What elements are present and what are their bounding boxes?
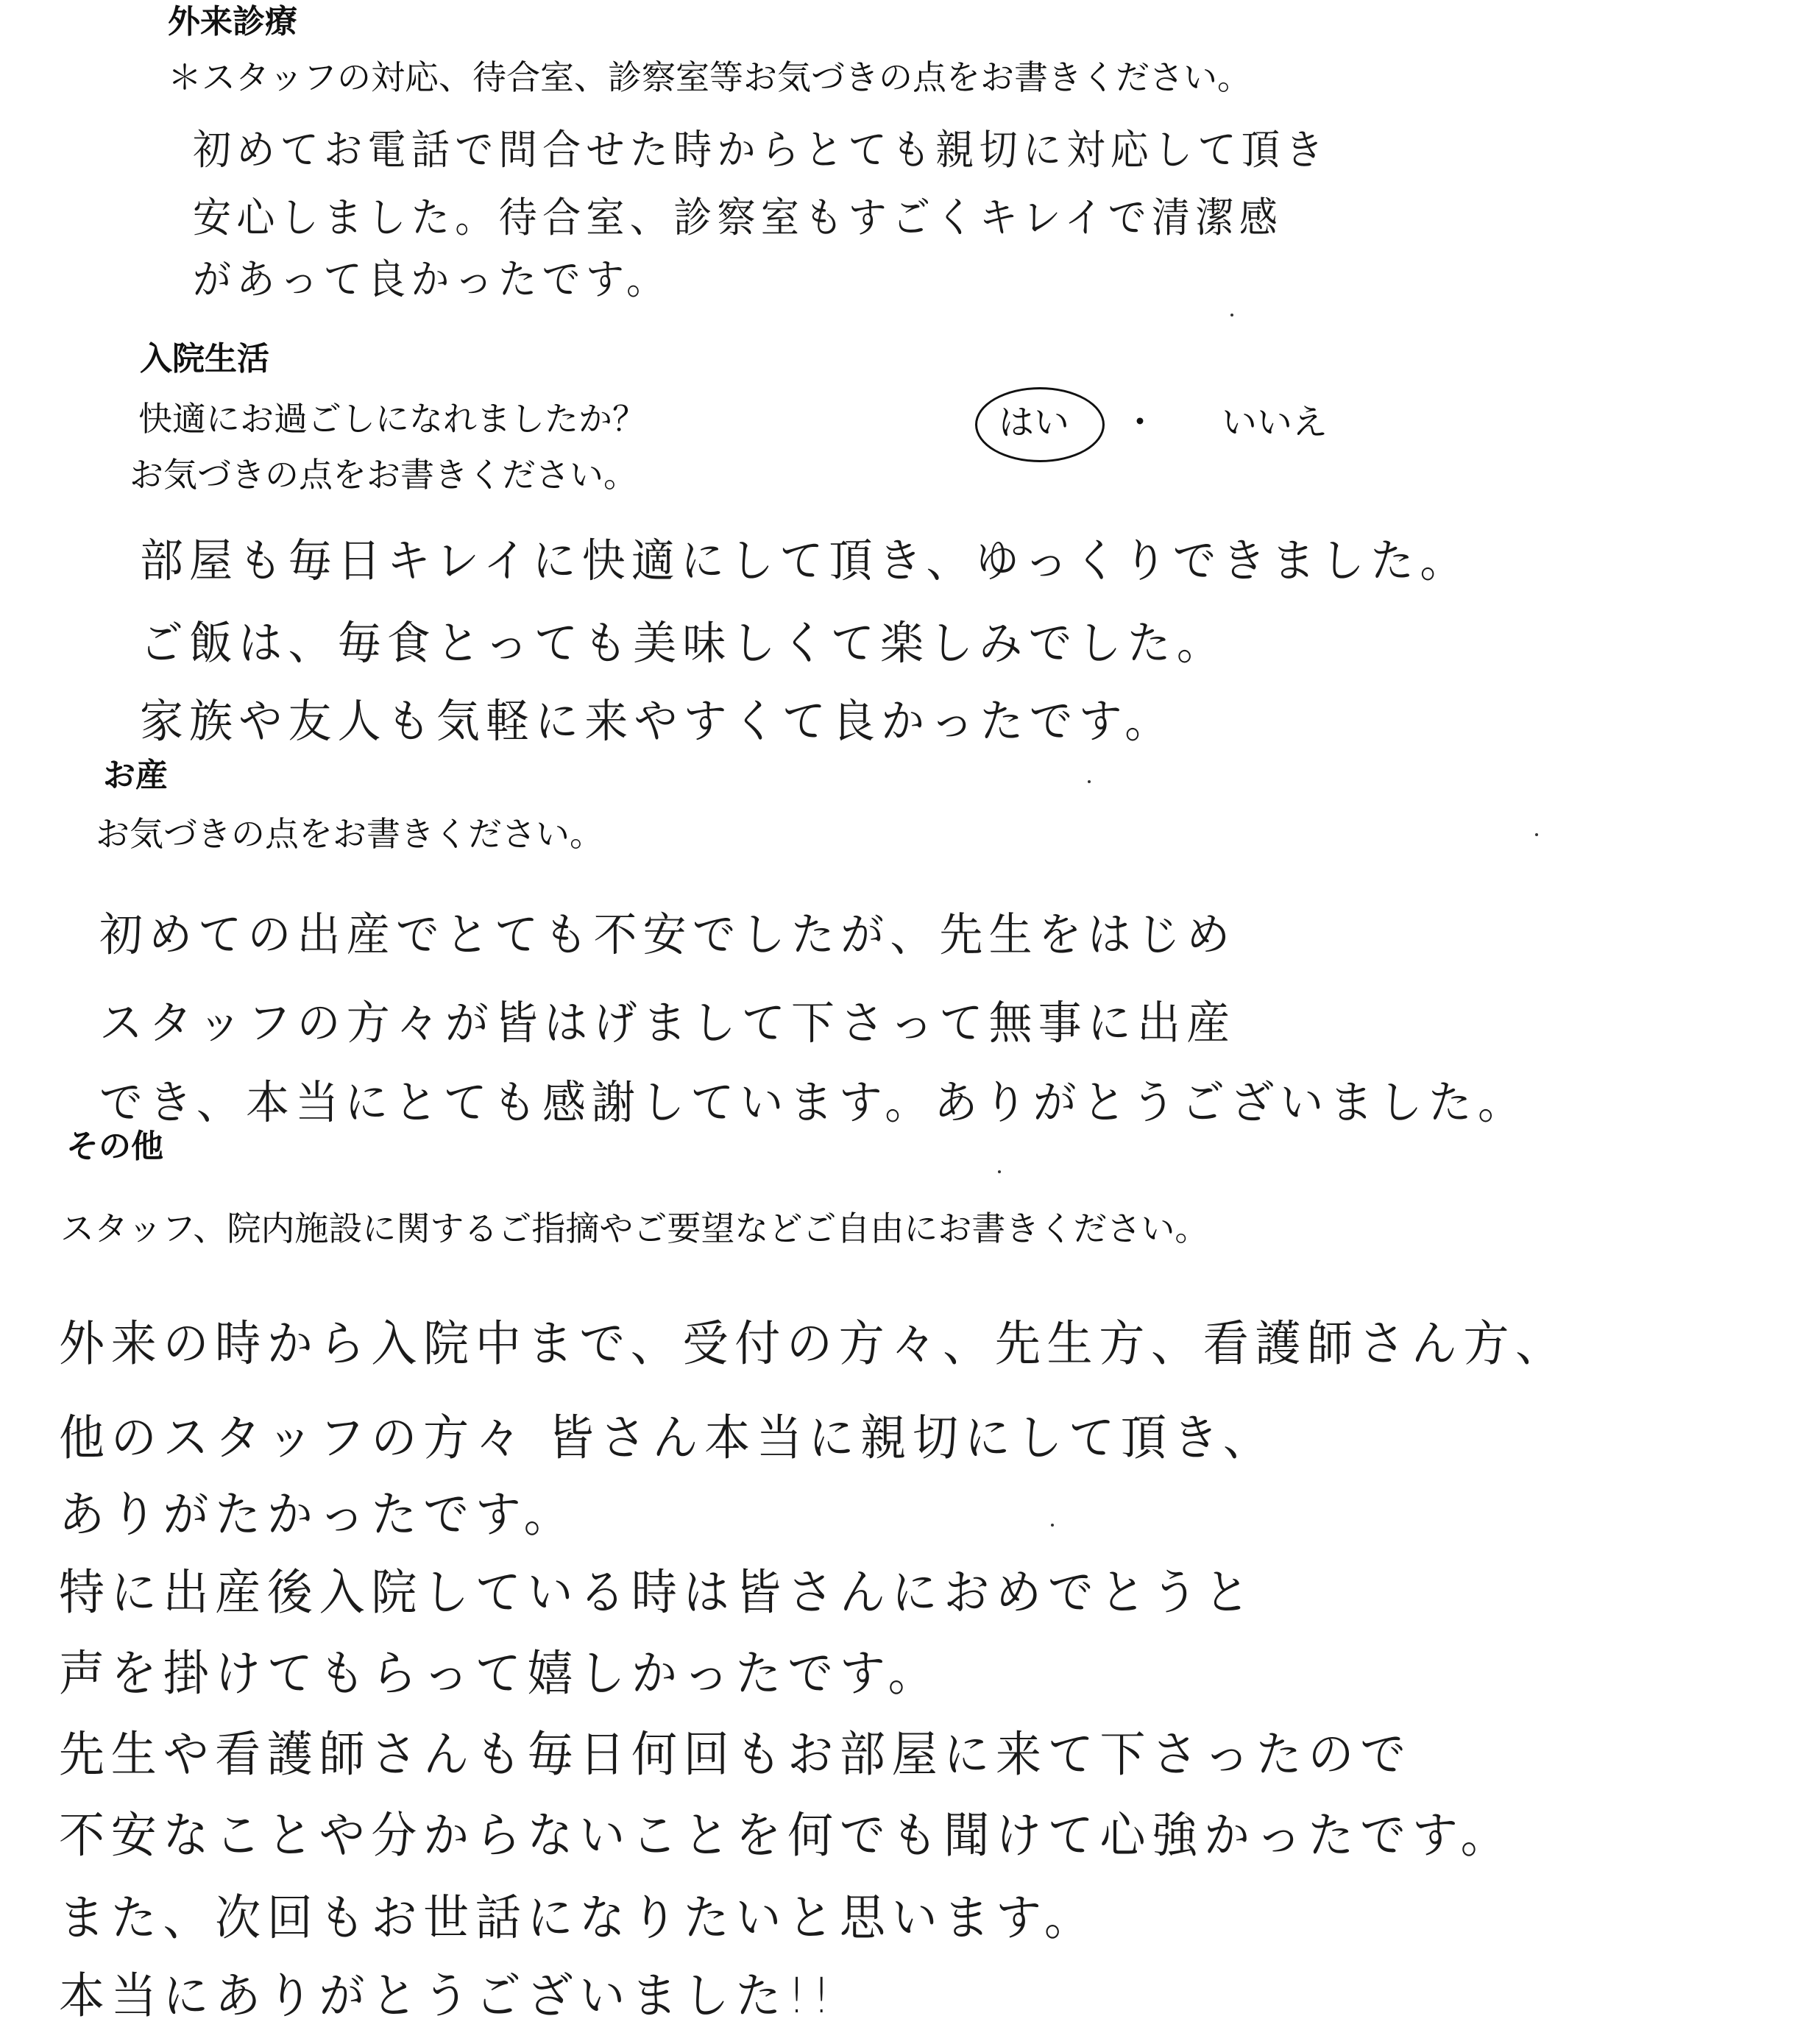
outpatient-prompt: ＊スタッフの対応、待合室、診察室等お気づきの点をお書きください。: [168, 57, 1251, 97]
option-separator: ・: [1122, 402, 1158, 443]
outpatient-answer-line: があって良かったです。: [193, 256, 670, 304]
option-no[interactable]: いいえ: [1222, 402, 1328, 443]
other-answer-line: 先生や看護師さんも毎日何回もお部屋に来て下さったので: [59, 1726, 1412, 1783]
other-answer-line: ありがたかったです。: [59, 1486, 576, 1543]
other-answer-line: 不安なことや分からないことを何でも聞けて心強かったです。: [59, 1807, 1513, 1864]
childbirth-answer-line: 初めての出産でとても不安でしたが、先生をはじめ: [99, 908, 1236, 961]
other-answer-line: 他のスタッフの方々 皆さん本当に親切にして頂き、: [59, 1410, 1275, 1466]
scan-speck: [1088, 780, 1091, 783]
scan-speck: [1230, 314, 1233, 316]
other-answer-line: 本当にありがとうございました!!: [59, 1967, 837, 2024]
scan-speck: [1051, 1524, 1054, 1527]
other-prompt: スタッフ、院内施設に関するご指摘やご要望などご自由にお書きください。: [60, 1209, 1209, 1248]
childbirth-prompt: お気づきの点をお書きください。: [96, 814, 603, 854]
childbirth-answer-line: スタッフの方々が皆はげまして下さって無事に出産: [99, 996, 1236, 1050]
childbirth-answer-line: でき、本当にとても感謝しています。ありがとうございました。: [99, 1075, 1528, 1129]
outpatient-answer-line: 初めてお電話で問合せた時からとても親切に対応して頂き: [193, 127, 1329, 174]
other-answer-line: 特に出産後入院している時は皆さんにおめでとうと: [59, 1564, 1256, 1621]
section-heading-other: その他: [66, 1128, 163, 1165]
option-yes[interactable]: はい: [999, 402, 1070, 443]
other-answer-line: 外来の時から入院中まで、受付の方々、先生方、看護師さん方、: [59, 1315, 1568, 1372]
hospital-life-answer-line: 家族や友人も気軽に来やすくて良かったです。: [140, 694, 1175, 748]
scan-speck: [998, 1170, 1001, 1173]
section-heading-childbirth: お産: [103, 757, 168, 794]
other-answer-line: 声を掛けてもらって嬉しかったです。: [59, 1645, 941, 1702]
scan-speck: [1535, 833, 1538, 836]
hospital-life-answer-line: ご飯は、毎食とっても美味しくて楽しみでした。: [140, 616, 1227, 670]
other-answer-line: また、次回もお世話になりたいと思います。: [59, 1889, 1097, 1946]
section-heading-outpatient: 外来診療: [168, 3, 297, 40]
hospital-life-answer-line: 部屋も毎日キレイに快適にして頂き、ゆっくりできました。: [140, 534, 1470, 587]
section-heading-hospital-life: 入院生活: [140, 340, 269, 378]
hospital-life-prompt: お気づきの点をお書きください。: [130, 455, 637, 495]
comfort-question: 快適にお過ごしになれましたか？: [138, 399, 646, 439]
outpatient-answer-line: 安心しました。待合室、診察室もすごくキレイで清潔感: [193, 194, 1283, 242]
